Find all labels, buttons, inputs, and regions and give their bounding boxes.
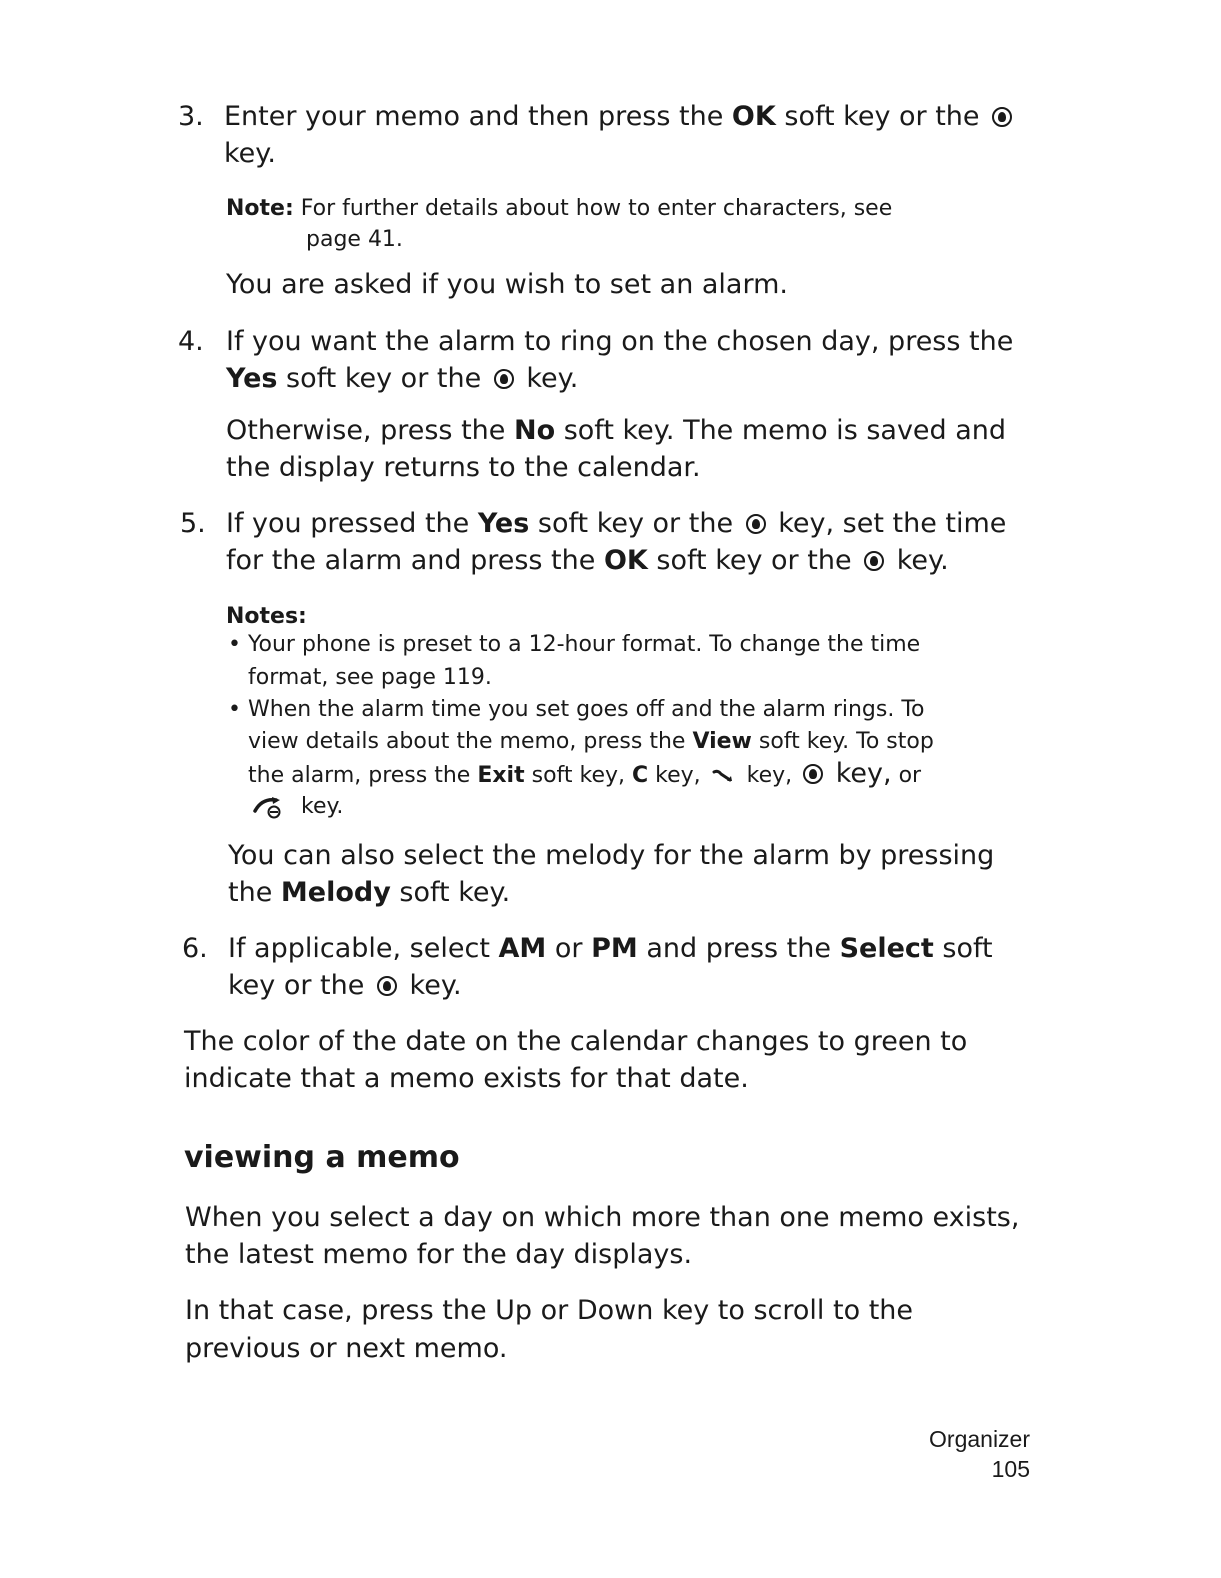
- notes-bullet-2-line-3: the alarm, press the Exit soft key, C key, key, key, or: [248, 758, 922, 789]
- ok-key-icon: [803, 764, 823, 784]
- power-key-icon: [252, 795, 290, 819]
- step-number: 6.: [182, 933, 208, 964]
- bullet: •: [228, 632, 241, 657]
- notes-bullet-1-line-1: Your phone is preset to a 12-hour format. To change the time: [248, 632, 921, 657]
- end-key-icon: [712, 768, 736, 784]
- notes-bullet-1-line-2: format, see page 119.: [248, 665, 492, 690]
- viewing-para-1-line-1: When you select a day on which more than one memo exists,: [185, 1202, 1020, 1233]
- otherwise-line-1: Otherwise, press the No soft key. The memo is saved and: [226, 415, 1007, 446]
- note-line-1: Note: For further details about how to enter characters, see: [226, 196, 893, 221]
- color-line-1: The color of the date on the calendar changes to green to: [184, 1026, 968, 1057]
- ok-key-icon: [864, 551, 884, 571]
- ok-key-icon: [494, 369, 514, 389]
- color-line-2: indicate that a memo exists for that date.: [184, 1063, 749, 1094]
- step-6-line-1: If applicable, select AM or PM and press the Select soft: [228, 933, 993, 964]
- notes-bullet-2-line-1: When the alarm time you set goes off and the alarm rings. To: [248, 697, 925, 722]
- notes-label: Notes:: [226, 604, 307, 629]
- step-number: 3.: [178, 101, 204, 132]
- step-4-line-2: Yes soft key or the key.: [226, 363, 579, 394]
- asked-text: You are asked if you wish to set an alarm.: [226, 269, 788, 300]
- footer-section-name: Organizer: [929, 1426, 1030, 1452]
- step-3-line-2: key.: [224, 138, 276, 169]
- viewing-para-2-line-2: previous or next memo.: [185, 1333, 508, 1364]
- ok-key-icon: [992, 107, 1012, 127]
- section-heading: viewing a memo: [184, 1140, 460, 1175]
- bullet: •: [228, 697, 241, 722]
- viewing-para-2-line-1: In that case, press the Up or Down key to scroll to the: [185, 1295, 913, 1326]
- viewing-para-1-line-2: the latest memo for the day displays.: [185, 1239, 693, 1270]
- step-number: 5.: [180, 508, 206, 539]
- note-label: Note:: [226, 196, 294, 221]
- otherwise-line-2: the display returns to the calendar.: [226, 452, 701, 483]
- melody-line-2: the Melody soft key.: [228, 877, 511, 908]
- notes-bullet-2-line-2: view details about the memo, press the View soft key. To stop: [248, 729, 934, 754]
- ok-key-icon: [746, 514, 766, 534]
- notes-bullet-2-line-4: key.: [248, 792, 343, 822]
- melody-line-1: You can also select the melody for the alarm by pressing: [228, 840, 995, 871]
- step-5-line-2: for the alarm and press the OK soft key or the key.: [226, 545, 949, 576]
- step-3-line-1: Enter your memo and then press the OK soft key or the: [224, 99, 1016, 135]
- step-number: 4.: [178, 326, 204, 357]
- step-4-line-1: If you want the alarm to ring on the chosen day, press the: [226, 326, 1014, 357]
- note-line-2: page 41.: [306, 227, 403, 252]
- ok-key-icon: [377, 976, 397, 996]
- footer-page-number: 105: [991, 1456, 1030, 1482]
- step-5-line-1: If you pressed the Yes soft key or the key, set the time: [226, 508, 1007, 539]
- step-6-line-2: key or the key.: [228, 970, 462, 1001]
